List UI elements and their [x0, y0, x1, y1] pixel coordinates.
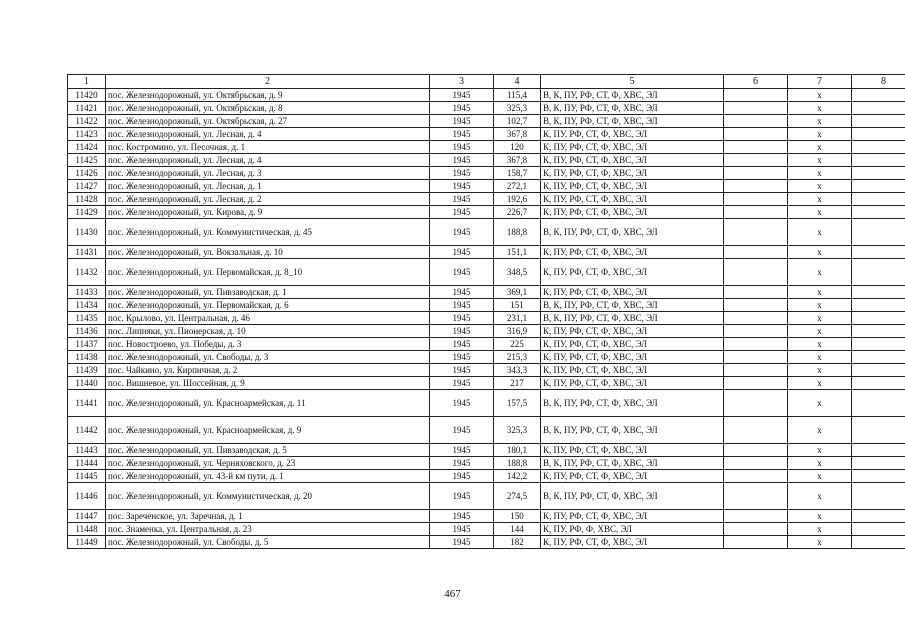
year-cell: 1945 — [430, 444, 494, 457]
column-6-cell — [724, 444, 788, 457]
row-number: 11446 — [68, 483, 106, 510]
year-cell: 1945 — [430, 351, 494, 364]
column-7-cell: x — [788, 299, 852, 312]
row-number: 11435 — [68, 312, 106, 325]
column-6-cell — [724, 325, 788, 338]
column-7-cell: x — [788, 206, 852, 219]
address-cell: пос. Железнодорожный, ул. Лесная, д. 2 — [106, 193, 430, 206]
address-cell: пос. Чайкино, ул. Кирпичная, д. 2 — [106, 364, 430, 377]
column-7-cell: x — [788, 115, 852, 128]
row-number: 11439 — [68, 364, 106, 377]
row-number: 11427 — [68, 180, 106, 193]
row-number: 11442 — [68, 417, 106, 444]
year-cell: 1945 — [430, 536, 494, 549]
column-8-cell — [852, 470, 905, 483]
table-row — [68, 141, 905, 154]
column-8-cell — [852, 338, 905, 351]
address-cell: пос. Железнодорожный, ул. Лесная, д. 4 — [106, 154, 430, 167]
address-cell: пос. Вишневое, ул. Шоссейная, д. 9 — [106, 377, 430, 390]
row-number: 11426 — [68, 167, 106, 180]
row-number: 11431 — [68, 246, 106, 259]
table-row — [68, 102, 905, 115]
year-cell: 1945 — [430, 180, 494, 193]
table-row — [68, 167, 905, 180]
area-cell: 226,7 — [494, 206, 541, 219]
page-number: 467 — [444, 588, 461, 600]
utilities-cell: В, К, ПУ, РФ, СТ, Ф, ХВС, ЭЛ — [541, 390, 724, 417]
address-cell: пос. Железнодорожный, ул. Красноармейская, д. 11 — [106, 390, 430, 417]
row-number: 11438 — [68, 351, 106, 364]
column-7-cell: x — [788, 286, 852, 299]
year-cell: 1945 — [430, 141, 494, 154]
column-7-cell: x — [788, 312, 852, 325]
column-8-cell — [852, 483, 905, 510]
year-cell: 1945 — [430, 167, 494, 180]
row-number: 11423 — [68, 128, 106, 141]
column-8-cell — [852, 246, 905, 259]
row-number: 11437 — [68, 338, 106, 351]
column-8-cell — [852, 325, 905, 338]
row-number: 11445 — [68, 470, 106, 483]
column-8-cell — [852, 89, 905, 102]
column-8-cell — [852, 377, 905, 390]
utilities-cell: К, ПУ, РФ, СТ, Ф, ХВС, ЭЛ — [541, 444, 724, 457]
row-number: 11440 — [68, 377, 106, 390]
header-cell-4: 4 — [494, 75, 541, 89]
table-row — [68, 193, 905, 206]
table-row — [68, 364, 905, 377]
address-cell: пос. Железнодорожный, ул. Пивзаводская, д. 1 — [106, 286, 430, 299]
column-6-cell — [724, 193, 788, 206]
column-6-cell — [724, 457, 788, 470]
address-cell: пос. Железнодорожный, ул. Свободы, д. 3 — [106, 351, 430, 364]
column-7-cell: x — [788, 128, 852, 141]
column-8-cell — [852, 141, 905, 154]
column-7-cell: x — [788, 259, 852, 286]
column-8-cell — [852, 286, 905, 299]
column-6-cell — [724, 536, 788, 549]
year-cell: 1945 — [430, 115, 494, 128]
year-cell: 1945 — [430, 325, 494, 338]
header-cell-5: 5 — [541, 75, 724, 89]
year-cell: 1945 — [430, 470, 494, 483]
utilities-cell: К, ПУ, РФ, СТ, Ф, ХВС, ЭЛ — [541, 141, 724, 154]
utilities-cell: К, ПУ, РФ, СТ, Ф, ХВС, ЭЛ — [541, 154, 724, 167]
area-cell: 367,8 — [494, 128, 541, 141]
column-6-cell — [724, 180, 788, 193]
column-7-cell: x — [788, 444, 852, 457]
column-6-cell — [724, 523, 788, 536]
column-7-cell: x — [788, 219, 852, 246]
column-8-cell — [852, 219, 905, 246]
year-cell: 1945 — [430, 193, 494, 206]
utilities-cell: В, К, ПУ, РФ, СТ, Ф, ХВС, ЭЛ — [541, 457, 724, 470]
column-8-cell — [852, 299, 905, 312]
column-6-cell — [724, 286, 788, 299]
utilities-cell: К, ПУ, РФ, СТ, Ф, ХВС, ЭЛ — [541, 193, 724, 206]
utilities-cell: К, ПУ, РФ, СТ, Ф, ХВС, ЭЛ — [541, 470, 724, 483]
column-7-cell: x — [788, 470, 852, 483]
column-6-cell — [724, 312, 788, 325]
year-cell: 1945 — [430, 128, 494, 141]
year-cell: 1945 — [430, 417, 494, 444]
utilities-cell: К, ПУ, РФ, СТ, Ф, ХВС, ЭЛ — [541, 167, 724, 180]
column-8-cell — [852, 536, 905, 549]
address-cell: пос. Железнодорожный, ул. Лесная, д. 3 — [106, 167, 430, 180]
header-cell-7: 7 — [788, 75, 852, 89]
column-7-cell: x — [788, 483, 852, 510]
column-8-cell — [852, 206, 905, 219]
address-cell: пос. Железнодорожный, ул. Коммунистическая, д. 20 — [106, 483, 430, 510]
address-cell: пос. Знаменка, ул. Центральная, д. 23 — [106, 523, 430, 536]
row-number: 11432 — [68, 259, 106, 286]
column-6-cell — [724, 154, 788, 167]
area-cell: 325,3 — [494, 102, 541, 115]
area-cell: 120 — [494, 141, 541, 154]
column-6-cell — [724, 299, 788, 312]
column-6-cell — [724, 102, 788, 115]
table-row — [68, 470, 905, 483]
area-cell: 180,1 — [494, 444, 541, 457]
address-cell: пос. Костромино, ул. Песочная, д. 1 — [106, 141, 430, 154]
table-row — [68, 351, 905, 364]
table-row — [68, 154, 905, 167]
table-row — [68, 180, 905, 193]
column-8-cell — [852, 167, 905, 180]
address-cell: пос. Железнодорожный, ул. Красноармейская, д. 9 — [106, 417, 430, 444]
address-cell: пос. Железнодорожный, ул. Пивзаводская, д. 5 — [106, 444, 430, 457]
year-cell: 1945 — [430, 102, 494, 115]
address-cell: пос. Железнодорожный, ул. Лесная, д. 1 — [106, 180, 430, 193]
column-6-cell — [724, 417, 788, 444]
address-cell: пос. Железнодорожный, ул. Коммунистическая, д. 45 — [106, 219, 430, 246]
table-row — [68, 299, 905, 312]
column-8-cell — [852, 417, 905, 444]
area-cell: 343,3 — [494, 364, 541, 377]
year-cell: 1945 — [430, 89, 494, 102]
utilities-cell: К, ПУ, РФ, СТ, Ф, ХВС, ЭЛ — [541, 377, 724, 390]
utilities-cell: К, ПУ, РФ, СТ, Ф, ХВС, ЭЛ — [541, 259, 724, 286]
row-number: 11434 — [68, 299, 106, 312]
column-6-cell — [724, 246, 788, 259]
table-body — [68, 75, 905, 549]
area-cell: 188,8 — [494, 219, 541, 246]
header-cell-3: 3 — [430, 75, 494, 89]
row-number: 11424 — [68, 141, 106, 154]
column-7-cell: x — [788, 364, 852, 377]
year-cell: 1945 — [430, 246, 494, 259]
area-cell: 225 — [494, 338, 541, 351]
table-row — [68, 536, 905, 549]
column-7-cell: x — [788, 89, 852, 102]
row-number: 11433 — [68, 286, 106, 299]
table-row — [68, 259, 905, 286]
year-cell: 1945 — [430, 510, 494, 523]
utilities-cell: В, К, ПУ, РФ, СТ, Ф, ХВС, ЭЛ — [541, 312, 724, 325]
header-cell-2: 2 — [106, 75, 430, 89]
row-number: 11428 — [68, 193, 106, 206]
area-cell: 151 — [494, 299, 541, 312]
column-6-cell — [724, 338, 788, 351]
table-row — [68, 115, 905, 128]
column-7-cell: x — [788, 193, 852, 206]
utilities-cell: В, К, ПУ, РФ, СТ, Ф, ХВС, ЭЛ — [541, 102, 724, 115]
utilities-cell: В, К, ПУ, РФ, СТ, Ф, ХВС, ЭЛ — [541, 483, 724, 510]
utilities-cell: К, ПУ, РФ, СТ, Ф, ХВС, ЭЛ — [541, 325, 724, 338]
column-6-cell — [724, 89, 788, 102]
column-8-cell — [852, 390, 905, 417]
area-cell: 348,5 — [494, 259, 541, 286]
column-8-cell — [852, 102, 905, 115]
address-cell: пос. Железнодорожный, ул. Вокзальная, д. 10 — [106, 246, 430, 259]
column-6-cell — [724, 470, 788, 483]
column-6-cell — [724, 167, 788, 180]
registry-table-container — [67, 74, 886, 549]
column-6-cell — [724, 219, 788, 246]
table-row — [68, 338, 905, 351]
address-cell: пос. Железнодорожный, ул. Свободы, д. 5 — [106, 536, 430, 549]
row-number: 11420 — [68, 89, 106, 102]
utilities-cell: К, ПУ, РФ, СТ, Ф, ХВС, ЭЛ — [541, 510, 724, 523]
table-row — [68, 128, 905, 141]
area-cell: 182 — [494, 536, 541, 549]
area-cell: 192,6 — [494, 193, 541, 206]
address-cell: пос. Железнодорожный, ул. Черняховского, д. 23 — [106, 457, 430, 470]
column-7-cell: x — [788, 102, 852, 115]
column-8-cell — [852, 128, 905, 141]
utilities-cell: К, ПУ, РФ, СТ, Ф, ХВС, ЭЛ — [541, 128, 724, 141]
address-cell: пос. Железнодорожный, ул. Октябрьская, д. 8 — [106, 102, 430, 115]
column-7-cell: x — [788, 154, 852, 167]
column-6-cell — [724, 128, 788, 141]
year-cell: 1945 — [430, 390, 494, 417]
year-cell: 1945 — [430, 338, 494, 351]
table-row — [68, 246, 905, 259]
column-7-cell: x — [788, 417, 852, 444]
year-cell: 1945 — [430, 219, 494, 246]
column-7-cell: x — [788, 377, 852, 390]
table-row — [68, 510, 905, 523]
area-cell: 217 — [494, 377, 541, 390]
address-cell: пос. Новостроево, ул. Победы, д. 3 — [106, 338, 430, 351]
year-cell: 1945 — [430, 154, 494, 167]
area-cell: 115,4 — [494, 89, 541, 102]
utilities-cell: К, ПУ, РФ, СТ, Ф, ХВС, ЭЛ — [541, 364, 724, 377]
table-row — [68, 206, 905, 219]
utilities-cell: К, ПУ, РФ, СТ, Ф, ХВС, ЭЛ — [541, 536, 724, 549]
area-cell: 369,1 — [494, 286, 541, 299]
address-cell: пос. Железнодорожный, ул. Кирова, д. 9 — [106, 206, 430, 219]
table-row — [68, 325, 905, 338]
year-cell: 1945 — [430, 523, 494, 536]
column-7-cell: x — [788, 510, 852, 523]
column-6-cell — [724, 259, 788, 286]
area-cell: 157,5 — [494, 390, 541, 417]
table-row — [68, 286, 905, 299]
column-7-cell: x — [788, 457, 852, 470]
column-8-cell — [852, 193, 905, 206]
column-8-cell — [852, 180, 905, 193]
column-6-cell — [724, 206, 788, 219]
row-number: 11436 — [68, 325, 106, 338]
table-row — [68, 377, 905, 390]
utilities-cell: К, ПУ, РФ, СТ, Ф, ХВС, ЭЛ — [541, 206, 724, 219]
column-7-cell: x — [788, 246, 852, 259]
column-8-cell — [852, 312, 905, 325]
year-cell: 1945 — [430, 286, 494, 299]
year-cell: 1945 — [430, 299, 494, 312]
column-6-cell — [724, 483, 788, 510]
year-cell: 1945 — [430, 377, 494, 390]
address-cell: пос. Крылово, ул. Центральная, д. 46 — [106, 312, 430, 325]
area-cell: 151,1 — [494, 246, 541, 259]
column-6-cell — [724, 390, 788, 417]
header-cell-6: 6 — [724, 75, 788, 89]
utilities-cell: К, ПУ, РФ, СТ, Ф, ХВС, ЭЛ — [541, 286, 724, 299]
column-8-cell — [852, 154, 905, 167]
row-number: 11443 — [68, 444, 106, 457]
table-row — [68, 312, 905, 325]
utilities-cell: К, ПУ, РФ, Ф, ХВС, ЭЛ — [541, 523, 724, 536]
table-row — [68, 523, 905, 536]
row-number: 11425 — [68, 154, 106, 167]
row-number: 11421 — [68, 102, 106, 115]
utilities-cell: В, К, ПУ, РФ, СТ, Ф, ХВС, ЭЛ — [541, 299, 724, 312]
utilities-cell: К, ПУ, РФ, СТ, Ф, ХВС, ЭЛ — [541, 180, 724, 193]
area-cell: 144 — [494, 523, 541, 536]
column-7-cell: x — [788, 325, 852, 338]
year-cell: 1945 — [430, 206, 494, 219]
column-8-cell — [852, 510, 905, 523]
table-row — [68, 219, 905, 246]
table-row — [68, 417, 905, 444]
column-6-cell — [724, 364, 788, 377]
column-8-cell — [852, 444, 905, 457]
utilities-cell: К, ПУ, РФ, СТ, Ф, ХВС, ЭЛ — [541, 338, 724, 351]
address-cell: пос. Железнодорожный, ул. Первомайская, д. 6 — [106, 299, 430, 312]
header-cell-1: 1 — [68, 75, 106, 89]
row-number: 11444 — [68, 457, 106, 470]
utilities-cell: В, К, ПУ, РФ, СТ, Ф, ХВС, ЭЛ — [541, 417, 724, 444]
year-cell: 1945 — [430, 364, 494, 377]
area-cell: 188,8 — [494, 457, 541, 470]
column-7-cell: x — [788, 351, 852, 364]
column-6-cell — [724, 115, 788, 128]
column-6-cell — [724, 510, 788, 523]
area-cell: 150 — [494, 510, 541, 523]
column-8-cell — [852, 457, 905, 470]
address-cell: пос. Железнодорожный, ул. Первомайская, д. 8_10 — [106, 259, 430, 286]
area-cell: 367,8 — [494, 154, 541, 167]
year-cell: 1945 — [430, 457, 494, 470]
column-6-cell — [724, 377, 788, 390]
table-row — [68, 444, 905, 457]
column-8-cell — [852, 351, 905, 364]
table-row — [68, 457, 905, 470]
header-row — [68, 75, 905, 89]
column-8-cell — [852, 115, 905, 128]
area-cell: 142,2 — [494, 470, 541, 483]
column-7-cell: x — [788, 338, 852, 351]
address-cell: пос. Железнодорожный, ул. Лесная, д. 4 — [106, 128, 430, 141]
area-cell: 316,9 — [494, 325, 541, 338]
table-row — [68, 483, 905, 510]
utilities-cell: В, К, ПУ, РФ, СТ, Ф, ХВС, ЭЛ — [541, 115, 724, 128]
table-row — [68, 89, 905, 102]
row-number: 11441 — [68, 390, 106, 417]
row-number: 11448 — [68, 523, 106, 536]
utilities-cell: В, К, ПУ, РФ, СТ, Ф, ХВС, ЭЛ — [541, 89, 724, 102]
address-cell: пос. Зареченское, ул. Заречная, д. 1 — [106, 510, 430, 523]
year-cell: 1945 — [430, 259, 494, 286]
utilities-cell: К, ПУ, РФ, СТ, Ф, ХВС, ЭЛ — [541, 246, 724, 259]
column-6-cell — [724, 351, 788, 364]
area-cell: 215,3 — [494, 351, 541, 364]
year-cell: 1945 — [430, 483, 494, 510]
column-6-cell — [724, 141, 788, 154]
column-7-cell: x — [788, 523, 852, 536]
area-cell: 325,3 — [494, 417, 541, 444]
address-cell: пос. Липняки, ул. Пионерская, д. 10 — [106, 325, 430, 338]
column-7-cell: x — [788, 536, 852, 549]
utilities-cell: В, К, ПУ, РФ, СТ, Ф, ХВС, ЭЛ — [541, 219, 724, 246]
table-row — [68, 390, 905, 417]
column-7-cell: x — [788, 167, 852, 180]
area-cell: 158,7 — [494, 167, 541, 180]
registry-table — [67, 74, 905, 549]
column-8-cell — [852, 523, 905, 536]
utilities-cell: К, ПУ, РФ, СТ, Ф, ХВС, ЭЛ — [541, 351, 724, 364]
row-number: 11422 — [68, 115, 106, 128]
column-8-cell — [852, 364, 905, 377]
row-number: 11449 — [68, 536, 106, 549]
column-7-cell: x — [788, 141, 852, 154]
column-7-cell: x — [788, 180, 852, 193]
address-cell: пос. Железнодорожный, ул. 43-й км пути, д. 1 — [106, 470, 430, 483]
area-cell: 231,1 — [494, 312, 541, 325]
year-cell: 1945 — [430, 312, 494, 325]
column-7-cell: x — [788, 390, 852, 417]
area-cell: 272,1 — [494, 180, 541, 193]
header-cell-8: 8 — [852, 75, 905, 89]
area-cell: 102,7 — [494, 115, 541, 128]
row-number: 11447 — [68, 510, 106, 523]
area-cell: 274,5 — [494, 483, 541, 510]
address-cell: пос. Железнодорожный, ул. Октябрьская, д. 27 — [106, 115, 430, 128]
row-number: 11429 — [68, 206, 106, 219]
column-8-cell — [852, 259, 905, 286]
address-cell: пос. Железнодорожный, ул. Октябрьская, д. 9 — [106, 89, 430, 102]
row-number: 11430 — [68, 219, 106, 246]
